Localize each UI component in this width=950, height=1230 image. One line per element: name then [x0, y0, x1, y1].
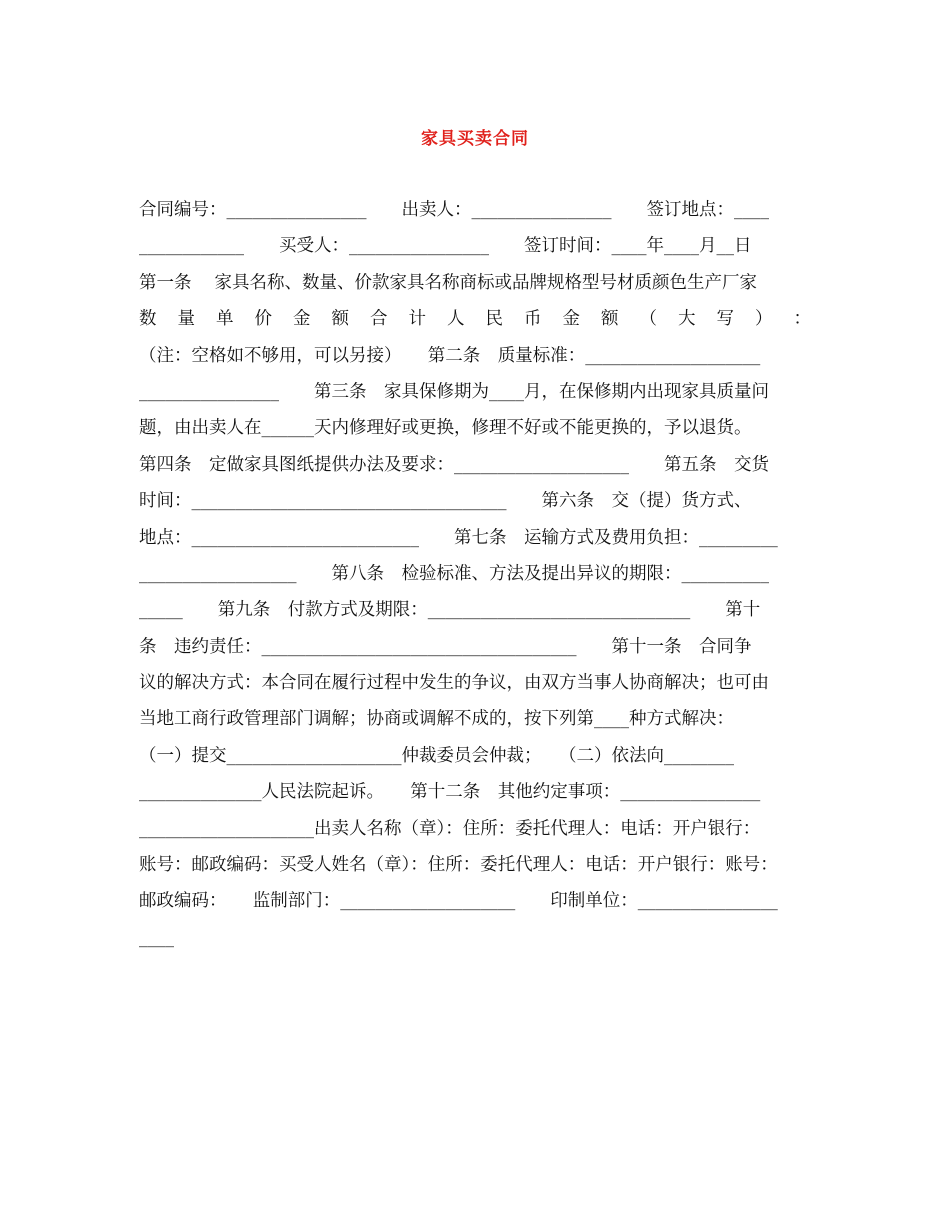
spaced-char: 人	[447, 309, 465, 330]
spaced-char: 金	[293, 309, 311, 330]
spaced-char: 额	[331, 309, 349, 330]
spaced-char: 量	[177, 309, 195, 330]
body-line: __________________ 第八条 检验标准、方法及提出异议的期限：__________	[139, 563, 769, 584]
body-line: ____________________出卖人名称（章）：住所：委托代理人：电话：开户银行：	[139, 818, 761, 839]
body-line: 邮政编码： 监制部门：____________________ 印制单位：________________	[139, 891, 778, 912]
body-line: 议的解决方式：本合同在履行过程中发生的争议，由双方当事人协商解决；也可由	[139, 673, 769, 694]
document-title: 家具买卖合同	[421, 129, 529, 149]
body-line: 时间：____________________________________ 第六条 交（提）货方式、	[139, 491, 752, 512]
spaced-char: 币	[524, 309, 542, 330]
contract-body	[139, 192, 811, 956]
spaced-char: ：	[793, 309, 811, 330]
body-line: ____________ 买受人：________________ 签订时间：____年____月__日	[139, 236, 752, 257]
spaced-char: ）	[755, 309, 773, 330]
body-line: 第四条 定做家具图纸提供办法及要求：____________________ 第五条 交货	[139, 454, 769, 475]
spaced-char: 单	[216, 309, 234, 330]
spaced-char: 计	[408, 309, 426, 330]
body-line: ____	[139, 927, 174, 948]
body-line: 合同编号：________________ 出卖人：________________ 签订地点：____	[139, 200, 769, 220]
spaced-char: 价	[254, 309, 272, 330]
spaced-char: 额	[601, 309, 619, 330]
body-line: 地点：__________________________ 第七条 运输方式及费用负担：_________	[139, 527, 778, 548]
body-line: 条 违约责任：____________________________________ 第十一条 合同争	[139, 636, 752, 657]
spaced-char: （	[639, 309, 657, 330]
spaced-char: 写	[716, 309, 734, 330]
spaced-char: 民	[485, 309, 503, 330]
spaced-char: 合	[370, 309, 388, 330]
body-line-spaced	[139, 301, 811, 337]
spaced-char: 数	[139, 309, 157, 330]
body-line: ________________ 第三条 家具保修期为____月，在保修期内出现家具质量问	[139, 381, 769, 402]
body-line: _____ 第九条 付款方式及期限：______________________________ 第十	[139, 600, 761, 621]
body-line: （一）提交____________________仲裁委员会仲裁； （二）依法向________	[139, 745, 734, 766]
body-line: 当地工商行政管理部门调解；协商或调解不成的，按下列第____种方式解决：	[139, 709, 734, 730]
body-line: （注：空格如不够用，可以另接） 第二条 质量标准：____________________	[139, 345, 761, 366]
spaced-char: 金	[562, 309, 580, 330]
body-line: 账号：邮政编码：买受人姓名（章）：住所：委托代理人：电话：开户银行：账号：	[139, 855, 778, 876]
body-line: 题，由出卖人在______天内修理好或更换，修理不好或不能更换的，予以退货。	[139, 418, 752, 439]
body-line: 第一条 家具名称、数量、价款家具名称商标或品牌规格型号材质颜色生产厂家	[139, 272, 758, 293]
body-line: ______________人民法院起诉。 第十二条 其他约定事项：________________	[139, 782, 761, 803]
spaced-char: 大	[678, 309, 696, 330]
